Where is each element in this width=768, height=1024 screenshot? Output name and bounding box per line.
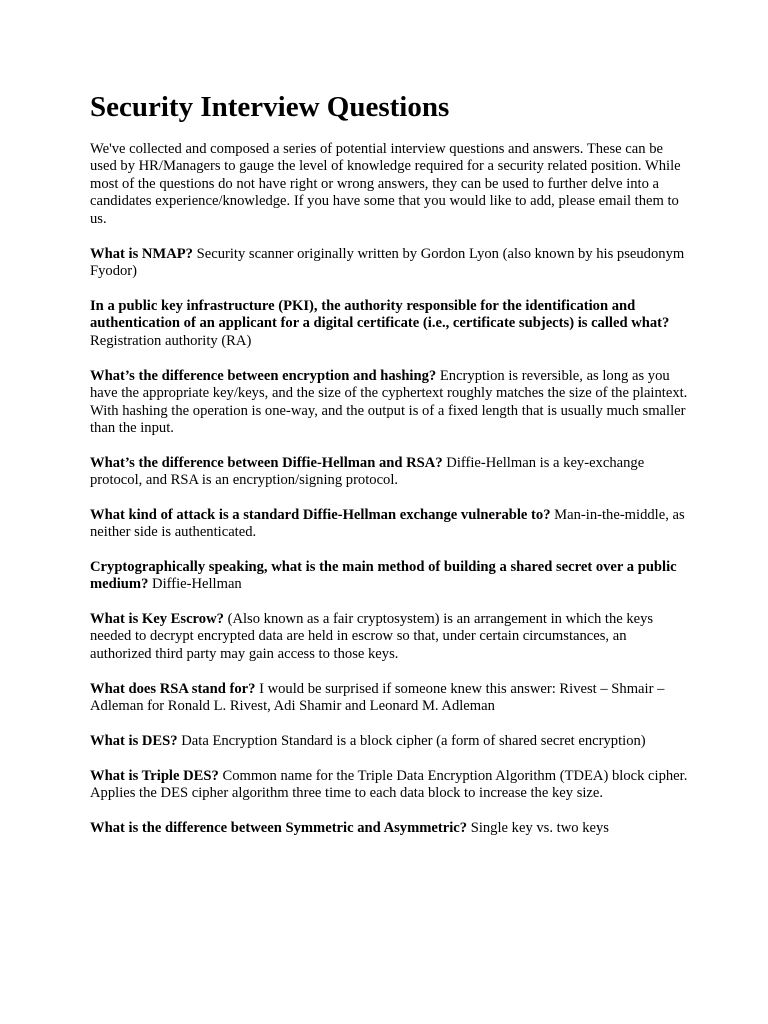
qa-item-des [90,733,690,750]
question-text: What kind of attack is a standard Diffie-Hellman exchange vulnerable to? [90,507,551,523]
qa-item-nmap [90,246,690,281]
question-text: What is Triple DES? [90,768,219,784]
answer-text: Data Encryption Standard is a block cipher (a form of shared secret encryption) [181,733,646,749]
answer-text: (Also known as a fair cryptosystem) is an arrangement in which the keys needed to decrypt encrypted data are held in escrow so that, under certain circumstances, an authorized third party may gain access to those keys. [90,611,654,662]
answer-text: Diffie-Hellman is a key-exchange protocol, and RSA is an encryption/signing protocol. [90,455,645,489]
qa-item-triple-des [90,768,690,803]
intro-paragraph: We've collected and composed a series of potential interview questions and answers. These can be used by HR/Managers to gauge the level of knowledge required for a security related position. While most of the questions do not have right or wrong answers, they can be used to further delve into a candidates experience/knowledge. If you have some that you would like to add, please email them to us. [90,141,681,227]
question-text: What’s the difference between Diffie-Hellman and RSA? [90,455,443,471]
question-text: What does RSA stand for? [90,681,256,697]
qa-item-encryption-hashing [90,368,690,438]
qa-item-dh-attack [90,507,690,542]
answer-text: Security scanner originally written by Gordon Lyon (also known by his pseudonym Fyodor) [90,246,685,280]
qa-item-symmetric-asymmetric [90,820,690,837]
question-text: What is DES? [90,733,178,749]
answer-text: Common name for the Triple Data Encryption Algorithm (TDEA) block cipher. Applies the DES cipher algorithm three time to each data block to increase the key size. [90,768,688,802]
question-text: Cryptographically speaking, what is the main method of building a shared secret over a public medium? [90,559,677,593]
answer-text: Single key vs. two keys [470,820,609,836]
question-text: In a public key infrastructure (PKI), the authority responsible for the identification and authentication of an applicant for a digital certificate (i.e., certificate subjects) is called what? [90,298,670,332]
answer-text: I would be surprised if someone knew this answer: Rivest – Shmair – Adleman for Ronald L. Rivest, Adi Shamir and Leonard M. Adleman [90,681,665,715]
question-text: What’s the difference between encryption and hashing? [90,368,437,384]
answer-text: Diffie-Hellman [152,576,242,593]
answer-text: Encryption is reversible, as long as you have the appropriate key/keys, and the size of the cyphertext roughly matches the size of the plaintext. With hashing the operation is one-way, and the output is of a fixed length that is usually much smaller than the input. [90,368,688,437]
question-text: What is the difference between Symmetric and Asymmetric? [90,820,468,836]
qa-item-dh-rsa [90,455,690,490]
qa-item-rsa-acronym [90,681,690,716]
qa-item-shared-secret [90,559,690,594]
qa-item-key-escrow [90,611,690,663]
question-text: What is NMAP? [90,246,193,262]
question-text: What is Key Escrow? [90,611,224,627]
answer-text: Registration authority (RA) [90,332,252,349]
page-title: Security Interview Questions [90,91,450,123]
answer-text: Man-in-the-middle, as neither side is authenticated. [90,507,685,541]
qa-item-pki [90,298,690,350]
